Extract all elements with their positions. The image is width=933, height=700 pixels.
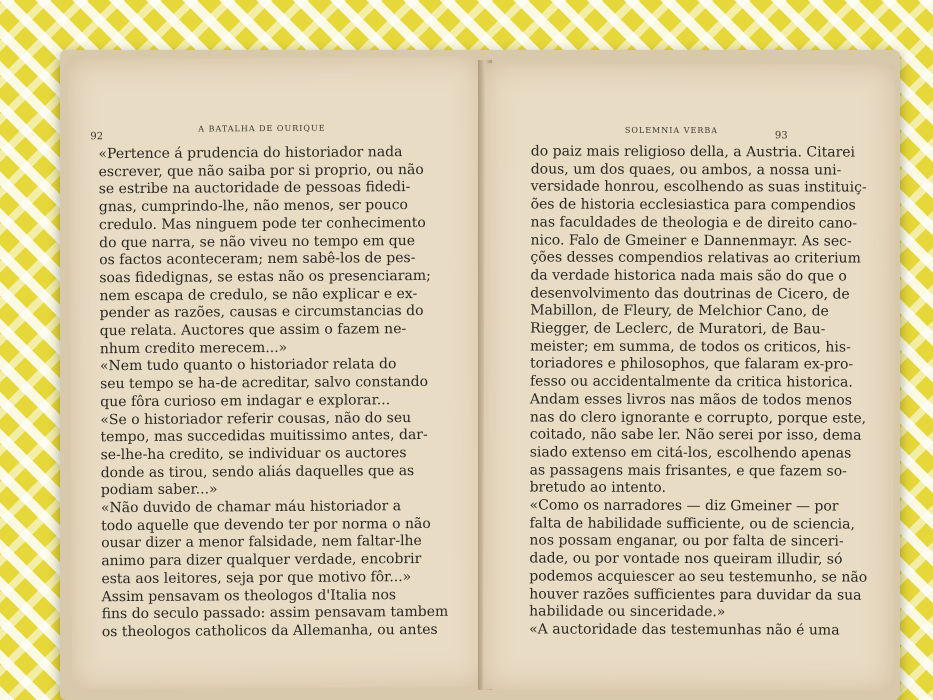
- text-line: Riegger, de Leclerc, de Muratori, de Bau-: [530, 320, 826, 338]
- right-page-number: 93: [774, 130, 788, 142]
- text-line: nos possam enganar, ou por falta de sinceri-: [529, 532, 844, 550]
- text-line: animo para dizer qualquer verdade, encobrir: [101, 551, 422, 570]
- text-line: esta aos leitores, seja por que motivo fôr...»: [101, 568, 412, 588]
- text-line: habilidade ou sinceridade.»: [529, 603, 726, 621]
- text-line: credulo. Mas ninguem pode ter conhecimento: [98, 214, 426, 234]
- text-line: Assim pensavam os theologos d'Italia nos: [101, 586, 397, 605]
- text-line: houver razões sufficientes para duvidar da sua: [529, 585, 862, 604]
- text-line: nico. Falo de Gmeiner e Dannenmayr. As sec-: [530, 231, 852, 250]
- text-line: as passagens mais frisantes, e que fazem so-: [529, 462, 847, 480]
- text-line: os factos aconteceram; nem sabê-los de pes-: [99, 250, 416, 269]
- text-line: nem escapa de credulo, se não explicar e ex-: [99, 285, 418, 304]
- text-line: seu tempo se ha-de acreditar, salvo constando: [100, 374, 429, 393]
- text-line: se-lhe-ha credito, se individuar os auctores: [100, 444, 407, 464]
- text-line: fins do seculo passado: assim pensavam tambem: [101, 603, 449, 623]
- text-line: do que narra, se não viveu no tempo em que: [99, 232, 416, 251]
- text-line: bretudo ao intento.: [529, 479, 666, 497]
- text-line: nas faculdades de theologia e de direito cano-: [530, 214, 858, 232]
- text-line: pender as razões, causas e circumstancias do: [99, 303, 424, 322]
- text-line: nas do clero ignorante e corrupto, porque este,: [529, 408, 867, 427]
- text-line: dade, ou por vontade nos queiram illudir, só: [529, 550, 843, 568]
- text-line: «Não duvido de chamar máu historiador a: [100, 498, 402, 517]
- text-line: toriadores e philosophos, que falaram ex-pro-: [530, 355, 854, 373]
- text-line: todo aquelle que devendo ter por norma o não: [101, 515, 431, 534]
- text-line: siado extenso em citá-los, escolhendo apenas: [529, 444, 852, 462]
- text-line: Andam esses livros nas mãos de todos menos: [529, 391, 852, 409]
- text-line: ousar dizer a menor falsidade, nem faltar-lhe: [101, 533, 422, 552]
- text-line: falta de habilidade sufficiente, ou de sciencia,: [529, 515, 855, 533]
- text-line: «Como os narradores — diz Gmeiner — por: [529, 497, 839, 515]
- text-line: nhum credito merecem...»: [99, 339, 288, 357]
- text-line: tempo, mas succedidas muitissimo antes, dar-: [100, 427, 428, 446]
- left-page: [68, 57, 484, 690]
- text-line: ções desses compendios relativas ao criterium: [530, 249, 861, 267]
- text-line: escrever, que não saiba por si proprio, ou não: [98, 161, 424, 180]
- text-line: que fôra curioso em indagar e explorar...: [100, 392, 391, 411]
- text-line: desenvolvimento das doutrinas de Cicero, de: [530, 285, 850, 303]
- left-page-number: 92: [90, 131, 104, 143]
- text-line: da verdade historica nada mais são do que o: [530, 267, 847, 285]
- text-line: Mabillon, de Fleury, de Melchior Cano, de: [530, 302, 829, 320]
- text-line: ões de historia ecclesiastica para compendios: [530, 196, 856, 214]
- text-line: fesso ou accidentalmente da critica historica.: [529, 373, 853, 391]
- text-line: «Se o historiador referir cousas, não do seu: [100, 409, 412, 428]
- text-line: podemos acquiescer ao seu testemunho, se não: [529, 568, 868, 586]
- text-line: «Pertence á prudencia do historiador nada: [98, 144, 403, 163]
- left-page-header: A BATALHA DE OURIQUE: [198, 123, 326, 134]
- text-line: coitado, não sabe ler. Não serei por isso, dema: [529, 426, 862, 444]
- text-line: versidade honrou, escolhendo as suas instituiç-: [530, 178, 867, 197]
- text-line: dous, um dos quaes, ou ambos, a nossa uni-: [530, 161, 842, 179]
- text-line: soas fidedignas, se estas não os presenciaram;: [99, 267, 431, 287]
- text-line: «A auctoridade das testemunhas não é uma: [529, 621, 840, 639]
- text-line: meister; em summa, de todos os criticos, his-: [530, 338, 851, 356]
- right-page-header: SOLEMNIA VERBA: [624, 125, 719, 136]
- text-line: do paiz mais religioso della, a Austria. Citarei: [530, 143, 856, 161]
- text-line: que relata. Auctores que assim o fazem ne-: [99, 321, 407, 340]
- text-line: os theologos catholicos da Allemanha, ou antes: [101, 621, 438, 641]
- text-line: se estribe na auctoridade de pessoas fidedi-: [98, 179, 411, 198]
- text-line: donde as tirou, sendo aliás daquelles que as: [100, 462, 415, 481]
- text-line: gnas, cumprindo-lhe, não menos, ser pouco: [98, 197, 409, 216]
- text-line: «Nem tudo quanto o historiador relata do: [99, 356, 397, 375]
- text-line: podiam saber...»: [100, 481, 218, 499]
- right-page: [483, 63, 895, 690]
